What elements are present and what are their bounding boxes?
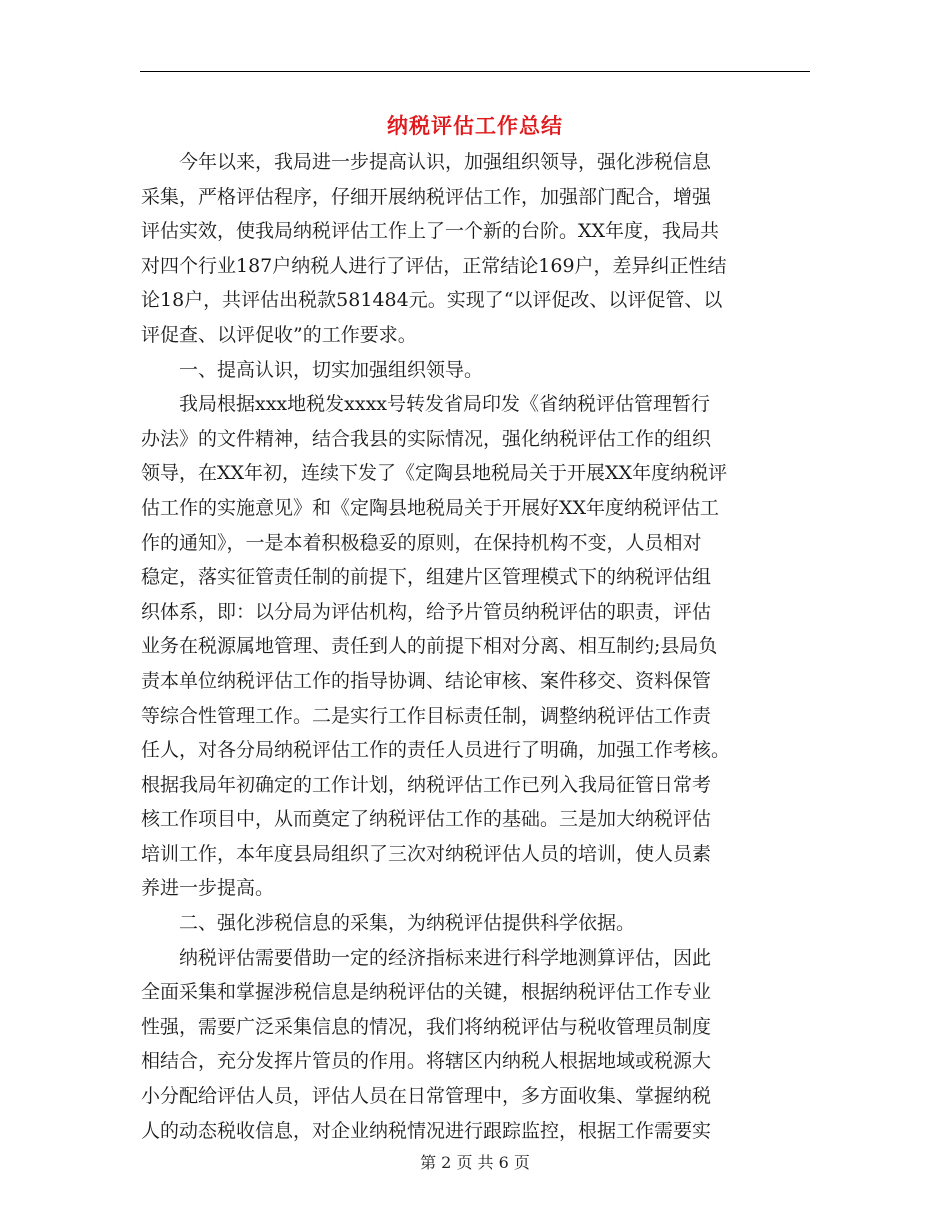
body-line: 作的通知》，一是本着积极稳妥的原则，在保持机构不变，人员相对 — [141, 531, 702, 554]
body-line: 核工作项目中，从而奠定了纳税评估工作的基础。三是加大纳税评估 — [141, 808, 712, 831]
body-line: 领导，在XX年初，连续下发了《定陶县地税局关于开展XX年度纳税评 — [141, 462, 728, 485]
body-line: 人的动态税收信息，对企业纳税情况进行跟踪监控，根据工作需要实 — [141, 1119, 712, 1142]
body-line: 今年以来，我局进一步提高认识，加强组织领导，强化涉税信息 — [141, 151, 712, 173]
body-line: 性强，需要广泛采集信息的情况，我们将纳税评估与税收管理员制度 — [141, 1015, 712, 1038]
body-line: 评促查、以评促收”的工作要求。 — [141, 323, 417, 346]
body-line: 责本单位纳税评估工作的指导协调、结论审核、案件移交、资料保管 — [141, 669, 712, 692]
body-line: 稳定，落实征管责任制的前提下，组建片区管理模式下的纳税评估组 — [141, 566, 712, 589]
section-heading-2: 二、强化涉税信息的采集，为纳税评估提供科学依据。 — [141, 912, 636, 935]
body-line: 纳税评估需要借助一定的经济指标来进行科学地测算评估，因此 — [141, 946, 712, 969]
body-line: 业务在税源属地管理、责任到人的前提下相对分离、相互制约;县局负 — [141, 635, 718, 658]
body-line: 培训工作，本年度县局组织了三次对纳税评估人员的培训，使人员素 — [141, 842, 712, 865]
header-rule — [140, 71, 810, 72]
body-line: 根据我局年初确定的工作计划，纳税评估工作已列入我局征管日常考 — [141, 773, 712, 796]
body-line: 估工作的实施意见》和《定陶县地税局关于开展好XX年度纳税评估工 — [141, 496, 720, 519]
body-line: 对四个行业187户纳税人进行了评估，正常结论169户，差异纠正性结 — [141, 254, 727, 277]
section-heading-1: 一、提高认识，切实加强组织领导。 — [141, 358, 484, 381]
body-line: 我局根据xxx地税发xxxx号转发省局印发《省纳税评估管理暂行 — [141, 393, 711, 416]
body-line: 全面采集和掌握涉税信息是纳税评估的关键，根据纳税评估工作专业 — [141, 981, 712, 1004]
page-number: 第 2 页 共 6 页 — [420, 1153, 530, 1172]
document-body — [141, 145, 811, 1148]
body-line: 养进一步提高。 — [141, 877, 275, 900]
body-line: 任人，对各分局纳税评估工作的责任人员进行了明确，加强工作考核。 — [141, 739, 731, 762]
document-title: 纳税评估工作总结 — [387, 113, 563, 138]
body-line: 小分配给评估人员，评估人员在日常管理中，多方面收集、掌握纳税 — [141, 1085, 712, 1108]
body-line: 相结合，充分发挥片管员的作用。将辖区内纳税人根据地域或税源大 — [141, 1050, 712, 1073]
body-line: 织体系，即：以分局为评估机构，给予片管员纳税评估的职责，评估 — [141, 600, 712, 623]
body-line: 论18户，共评估出税款581484元。实现了“以评促改、以评促管、以 — [141, 289, 723, 312]
body-line: 评估实效，使我局纳税评估工作上了一个新的台阶。XX年度，我局共 — [141, 220, 720, 243]
body-line: 等综合性管理工作。二是实行工作目标责任制，调整纳税评估工作责 — [141, 704, 712, 727]
body-line: 办法》的文件精神，结合我县的实际情况，强化纳税评估工作的组织 — [141, 427, 712, 450]
body-line: 采集，严格评估程序，仔细开展纳税评估工作，加强部门配合，增强 — [141, 185, 712, 208]
